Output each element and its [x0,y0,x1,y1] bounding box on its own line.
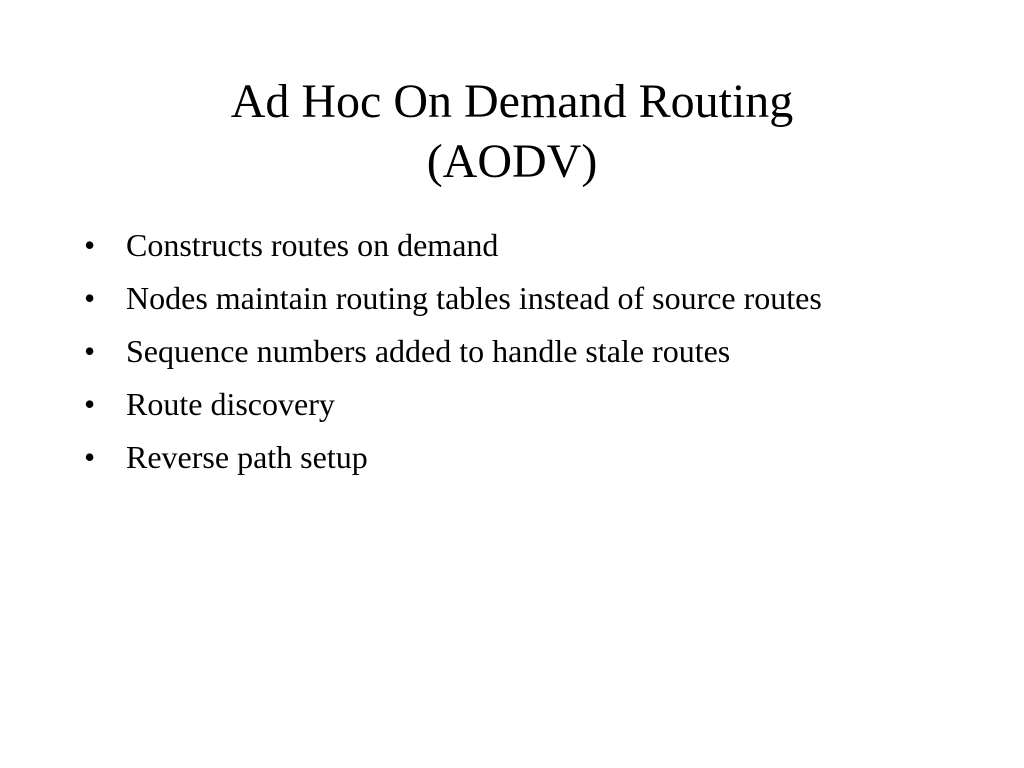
bullet-text: Route discovery [126,386,335,422]
bullet-text: Constructs routes on demand [126,227,499,263]
slide-title-line-1: Ad Hoc On Demand Routing [230,75,794,128]
bullet-item-routing-tables [84,278,904,318]
bullet-item-constructs-routes [84,225,904,265]
bullet-item-route-discovery [84,384,904,424]
bullet-icon: • [84,280,96,316]
bullet-text: Sequence numbers added to handle stale routes [126,333,731,369]
bullet-list [84,225,904,490]
bullet-text: Reverse path setup [126,439,368,475]
slide-title [0,72,1024,192]
bullet-item-reverse-path [84,437,904,477]
slide-title-line-2: (AODV) [426,135,598,188]
bullet-icon: • [84,333,96,369]
bullet-icon: • [84,227,96,263]
bullet-icon: • [84,439,96,475]
bullet-item-sequence-numbers [84,331,904,371]
bullet-icon: • [84,386,96,422]
bullet-text: Nodes maintain routing tables instead of source routes [126,280,822,316]
